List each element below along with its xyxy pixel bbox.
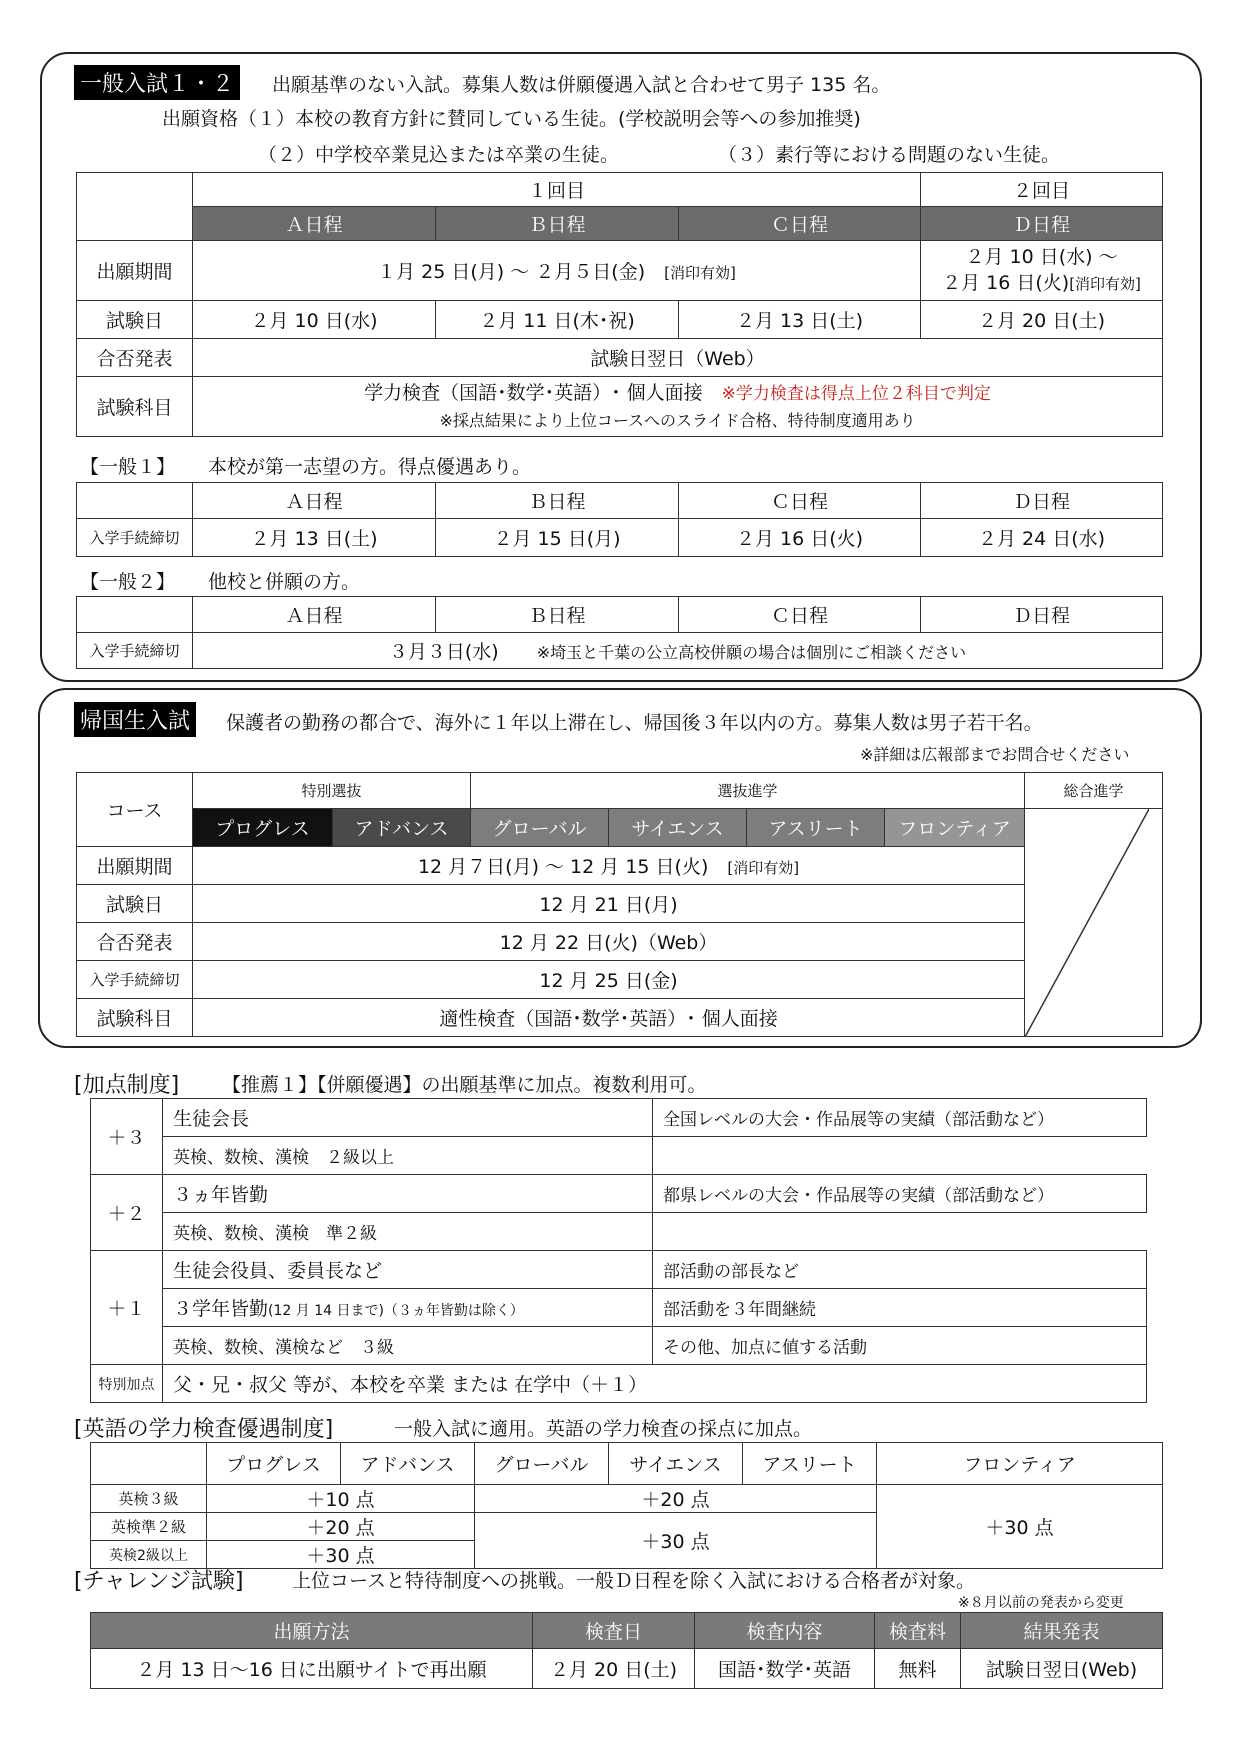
- general-2-heading: 【一般２】: [80, 571, 176, 593]
- bonus-plus1-e: 部活動を３年間継続: [653, 1289, 1147, 1327]
- exam-date-c: ２月 13 日(土): [679, 301, 921, 339]
- g1-deadline-a: ２月 13 日(土): [193, 519, 436, 557]
- ch-header-method: 出願方法: [91, 1613, 533, 1649]
- ch-header-content: 検査内容: [695, 1613, 875, 1649]
- result-value: 試験日翌日（Web）: [193, 339, 1163, 377]
- diagonal-slash: [1025, 809, 1149, 1037]
- g1-deadline-d: ２月 24 日(水): [921, 519, 1163, 557]
- subject-red-note: ※学力検査は得点上位２科目で判定: [721, 383, 991, 404]
- ret-period-label: 出願期間: [77, 847, 193, 885]
- result-label: 合否発表: [77, 339, 193, 377]
- exam-date-a: ２月 10 日(水): [193, 301, 436, 339]
- ch-date: ２月 20 日(土): [533, 1649, 695, 1689]
- general-schedule-table: [76, 172, 1163, 437]
- eng-mid-pre2: ＋30 点: [475, 1513, 877, 1569]
- qualification-1: 出願資格（１）本校の教育方針に賛同している生徒。(学校説明会等への参加推奨): [162, 108, 861, 130]
- ret-result-label: 合否発表: [77, 923, 193, 961]
- period-abc: １月 25 日(月) ～ ２月５日(金) [消印有効]: [193, 241, 921, 301]
- general-course-empty: [1025, 809, 1163, 1037]
- eng-level-pre2: 英検準２級: [91, 1513, 207, 1541]
- ret-proc-value: 12 月 25 日(金): [193, 961, 1025, 999]
- period-label: 出願期間: [77, 241, 193, 301]
- general-1-heading: 【一般１】: [80, 456, 176, 478]
- group-general: 総合進学: [1025, 773, 1163, 809]
- g2-corner: [77, 597, 193, 633]
- group-special: 特別選抜: [193, 773, 471, 809]
- bonus-plus2-a: ３ヵ年皆勤: [163, 1175, 653, 1213]
- eng-course-athlete: アスリート: [743, 1443, 877, 1485]
- bonus-plus2-b: 英検、数検、漢検 準２級: [163, 1213, 653, 1251]
- period-d: ２月 10 日(水) ～ ２月 16 日(火)[消印有効]: [921, 241, 1163, 301]
- general-1-table: [76, 482, 1163, 557]
- bonus-plus1-f: その他、加点に値する活動: [653, 1327, 1147, 1365]
- g2-schedule-a: Ａ日程: [193, 597, 436, 633]
- course-frontier: フロンティア: [885, 809, 1025, 847]
- g1-corner: [77, 483, 193, 519]
- schedule-a-header: Ａ日程: [193, 207, 436, 241]
- g2-proc-label: 入学手続締切: [77, 633, 193, 669]
- g1-deadline-b: ２月 15 日(月): [436, 519, 679, 557]
- bonus-plus3-a: 生徒会長: [163, 1099, 653, 1137]
- general-exam-tag: 一般入試１・２: [74, 65, 240, 100]
- group-advance: 選抜進学: [471, 773, 1025, 809]
- bonus-plus3: ＋３: [91, 1099, 163, 1175]
- g1-deadline-c: ２月 16 日(火): [679, 519, 921, 557]
- subject-value: 学力検査（国語･数学･英語）･ 個人面接 ※学力検査は得点上位２科目で判定 ※採点結果により上位コースへのスライド合格、特待制度適用あり: [193, 377, 1163, 437]
- ret-subject-value: 適性検査（国語･数学･英語）･ 個人面接: [193, 999, 1025, 1037]
- ch-content: 国語･数学･英語: [695, 1649, 875, 1689]
- g1-schedule-a: Ａ日程: [193, 483, 436, 519]
- challenge-table: [90, 1612, 1163, 1689]
- g1-schedule-b: Ｂ日程: [436, 483, 679, 519]
- bonus-plus3-c: 全国レベルの大会・作品展等の実績（部活動など）: [653, 1099, 1147, 1137]
- eng-level-3: 英検３級: [91, 1485, 207, 1513]
- eng-course-frontier: フロンティア: [877, 1443, 1163, 1485]
- exam-date-b: ２月 11 日(木･祝): [436, 301, 679, 339]
- eng-level-2: 英検2級以上: [91, 1541, 207, 1569]
- course-progress: プログレス: [193, 809, 333, 847]
- eng-pa-3: ＋10 点: [207, 1485, 475, 1513]
- ch-result: 試験日翌日(Web): [961, 1649, 1163, 1689]
- schedule-c-header: Ｃ日程: [679, 207, 921, 241]
- eng-course-progress: プログレス: [207, 1443, 341, 1485]
- general-exam-intro: 出願基準のない入試。募集人数は併願優遇入試と合わせて男子 135 名。: [272, 74, 891, 96]
- eng-course-science: サイエンス: [609, 1443, 743, 1485]
- g2-schedule-b: Ｂ日程: [436, 597, 679, 633]
- g1-schedule-c: Ｃ日程: [679, 483, 921, 519]
- general-1-desc: 本校が第一志望の方。得点優遇あり。: [208, 456, 532, 478]
- bonus-plus1-a: 生徒会役員、委員長など: [163, 1251, 653, 1289]
- eng-pa-pre2: ＋20 点: [207, 1513, 475, 1541]
- returnee-table: [76, 772, 1163, 1037]
- ret-exam-value: 12 月 21 日(月): [193, 885, 1025, 923]
- g1-proc-label: 入学手続締切: [77, 519, 193, 557]
- g2-schedule-d: Ｄ日程: [921, 597, 1163, 633]
- bonus-plus1-b: ３学年皆勤(12 月 14 日まで)（３ヵ年皆勤は除く）: [163, 1289, 653, 1327]
- ret-period-value: 12 月７日(月) ～ 12 月 15 日(火) [消印有効]: [193, 847, 1025, 885]
- bonus-special-label: 特別加点: [91, 1365, 163, 1403]
- bonus-table: [90, 1098, 1147, 1403]
- bonus-plus1-c: 英検、数検、漢検など ３級: [163, 1327, 653, 1365]
- bonus-plus3-b: 英検、数検、漢検 ２級以上: [163, 1137, 653, 1175]
- course-global: グローバル: [471, 809, 609, 847]
- ret-proc-label: 入学手続締切: [77, 961, 193, 999]
- schedule-b-header: Ｂ日程: [436, 207, 679, 241]
- g2-deadline: ３月３日(水) ※埼玉と千葉の公立高校併願の場合は個別にご相談ください: [193, 633, 1163, 669]
- course-athlete: アスリート: [747, 809, 885, 847]
- general-2-desc: 他校と併願の方。: [208, 571, 361, 593]
- exam-date-d: ２月 20 日(土): [921, 301, 1163, 339]
- subject-note: ※採点結果により上位コースへのスライド合格、特待制度適用あり: [439, 410, 916, 430]
- bonus-heading: [加点制度]: [74, 1073, 180, 1098]
- qualification-3: （３）素行等における問題のない生徒。: [718, 144, 1061, 166]
- exam-date-label: 試験日: [77, 301, 193, 339]
- round-1-header: １回目: [193, 173, 921, 207]
- returnee-intro: 保護者の勤務の都合で、海外に１年以上滞在し、帰国後３年以内の方。募集人数は男子若干名。: [226, 712, 1043, 734]
- ret-result-value: 12 月 22 日(火)（Web）: [193, 923, 1025, 961]
- eng-course-advance: アドバンス: [341, 1443, 475, 1485]
- challenge-note: ※８月以前の発表から変更: [958, 1595, 1124, 1611]
- returnee-table-wrap: [76, 772, 1162, 1034]
- course-advance: アドバンス: [333, 809, 471, 847]
- eng-mid-3: ＋20 点: [475, 1485, 877, 1513]
- bonus-desc: 【推薦１】【併願優遇】の出願基準に加点。複数利用可。: [222, 1074, 707, 1096]
- general-2-table: [76, 596, 1163, 669]
- english-desc: 一般入試に適用。英語の学力検査の採点に加点。: [394, 1418, 813, 1440]
- ch-header-result: 結果発表: [961, 1613, 1163, 1649]
- bonus-plus2-empty: [653, 1213, 1147, 1251]
- corner-cell: [77, 173, 193, 241]
- eng-course-global: グローバル: [475, 1443, 609, 1485]
- returnee-tag: 帰国生入試: [74, 702, 196, 737]
- challenge-heading: [チャレンジ試験]: [74, 1569, 244, 1594]
- ch-header-fee: 検査料: [875, 1613, 961, 1649]
- g2-schedule-c: Ｃ日程: [679, 597, 921, 633]
- bonus-plus1: ＋１: [91, 1251, 163, 1365]
- bonus-special-value: 父・兄・叔父 等が、本校を卒業 または 在学中（＋１）: [163, 1365, 1147, 1403]
- challenge-desc: 上位コースと特待制度への挑戦。一般Ｄ日程を除く入試における合格者が対象。: [292, 1570, 976, 1592]
- eng-corner: [91, 1443, 207, 1485]
- g1-schedule-d: Ｄ日程: [921, 483, 1163, 519]
- subject-label: 試験科目: [77, 377, 193, 437]
- eng-frontier-value: ＋30 点: [877, 1485, 1163, 1569]
- returnee-note: ※詳細は広報部までお問合せください: [860, 745, 1130, 764]
- ch-header-date: 検査日: [533, 1613, 695, 1649]
- bonus-plus1-d: 部活動の部長など: [653, 1251, 1147, 1289]
- english-table: [90, 1442, 1163, 1569]
- course-science: サイエンス: [609, 809, 747, 847]
- bonus-plus3-empty: [653, 1137, 1147, 1175]
- round-2-header: ２回目: [921, 173, 1163, 207]
- eng-pa-2: ＋30 点: [207, 1541, 475, 1569]
- ch-fee: 無料: [875, 1649, 961, 1689]
- english-heading: [英語の学力検査優遇制度]: [74, 1417, 334, 1442]
- ret-subject-label: 試験科目: [77, 999, 193, 1037]
- course-label: コース: [77, 773, 193, 847]
- qualification-2: （２）中学校卒業見込または卒業の生徒。: [258, 144, 620, 166]
- ret-exam-label: 試験日: [77, 885, 193, 923]
- g2-note: ※埼玉と千葉の公立高校併願の場合は個別にご相談ください: [536, 643, 967, 662]
- bonus-plus2: ＋２: [91, 1175, 163, 1251]
- ch-method: ２月 13 日～16 日に出願サイトで再出願: [91, 1649, 533, 1689]
- schedule-d-header: Ｄ日程: [921, 207, 1163, 241]
- bonus-plus2-c: 都県レベルの大会・作品展等の実績（部活動など）: [653, 1175, 1147, 1213]
